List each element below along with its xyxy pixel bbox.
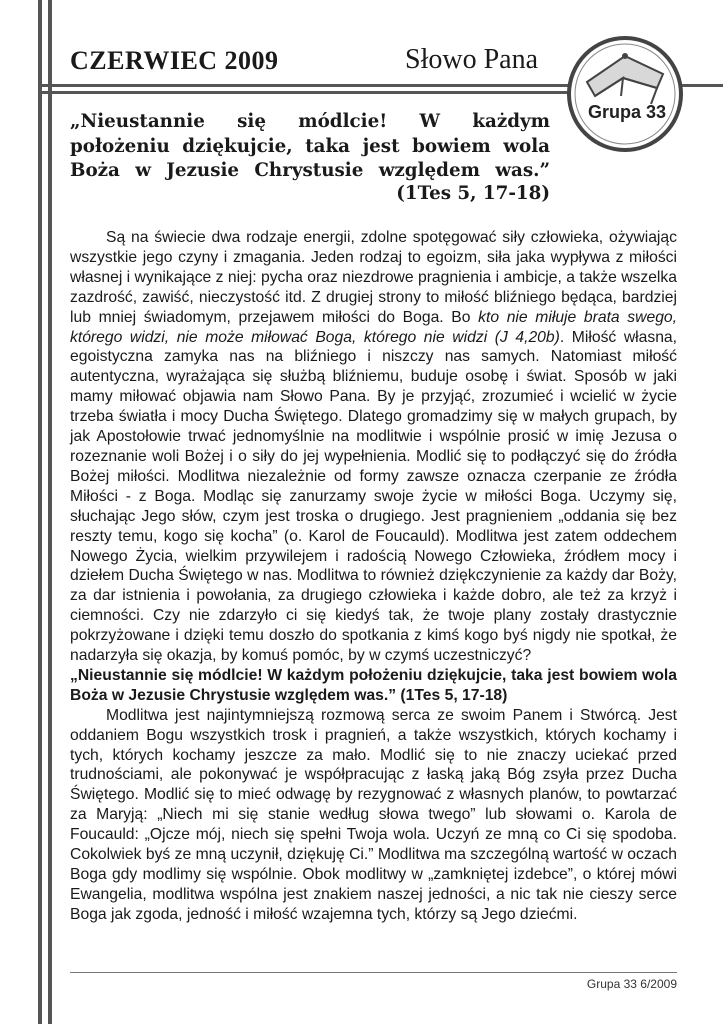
motto-quote: „Nieustannie się módlcie! W każdym położeniu dziękujcie, taka jest bowiem wola Boża w Jezusie Chrystusie względem was.” <box>70 111 550 182</box>
footer-page-info: Grupa 33 6/2009 <box>586 977 677 991</box>
repeated-motto: „Nieustannie się módlcie! W każdym położeniu dziękujcie, taka jest bowiem wola Boża w Jezusie Chrystusie względem was.” (1Tes 5, 17-18) <box>70 666 677 704</box>
paragraph-2: Modlitwa jest najintymniejszą rozmową serca ze swoim Panem i Stwórcą. Jest oddaniem Bogu wszystkich trosk i pragnień, a także wszystkich, których kochamy i tych, których kochamy jeszcze za mało. Modlić się to nie znaczy uciekać przed trudnościami, ale pokonywać je współpracując z łaską jaką Bóg zsyła przez Ducha Świętego. Modlić się to mieć odwagę by rezygnować z własnych planów, to powtarzać za Maryją: „Niech mi się stanie według słowa twego” lub słowami o. Karola de Foucauld: „Ojcze mój, niech się spełni Twoja wola. Uczyń ze mną co Ci się spodoba. Cokolwiek byś ze mną uczynił, dziękuję Ci.” Modlitwa ma szczególną wartość w oczach Boga gdy modlimy się wspólnie. Obok modlitwy w „zamkniętej izdebce”, o której mówi Ewangelia, modlitwa wspólna jest znakiem naszej jedności, a nic tak nie cieszy serce Boga jak zgoda, jedność i miłość wzajemna tych, którzy są Jego dziećmi. <box>70 706 677 923</box>
grupa33-logo-icon <box>565 34 685 154</box>
paragraph-1-part-a: Są na świecie dwa rodzaje energii, zdolne spotęgować siły człowieka, ożywiając wszystkie jego czyny i zmagania. Jeden rodzaj to egoizm, siła jaka wypływa z miłości własnej i wynikające z niej: pycha oraz niezdrowe pragnienia i ambicje, a także wszelka zazdrość, zawiść, nieczystość itd. Z drugiej strony to miłość bliźniego będąca, bardziej lub mniej świadomym, przejawem miłości do Boga. Bo <box>70 229 677 326</box>
header-section-title: Słowo Pana <box>405 44 538 75</box>
paragraph-1 <box>70 228 677 666</box>
header-rule-lower <box>38 91 578 94</box>
left-border-bar-outer <box>38 0 42 1024</box>
left-border-bar-inner <box>48 0 52 1024</box>
header-month: CZERWIEC 2009 <box>70 46 279 75</box>
paragraph-1-scripture: kto nie miłuje brata swego, którego widzi, nie może miłować Boga, którego nie widzi (J 4,20b) <box>70 308 677 346</box>
motto-reference: (1Tes 5, 17-18) <box>396 183 550 204</box>
logo-label: Grupa 33 <box>587 102 667 122</box>
paragraph-1-part-b: . Miłość własna, egoistyczna zamyka nas na bliźniego i niszczy nas samych. Natomiast miłość autentyczna, wyrażająca się służbą bliźniemu, buduje osobę i świat. Sposób w jaki mamy miłować objawia nam Słowo Pana. By je przyjąć, zrozumieć i wcielić w życie trzeba światła i mocy Ducha Świętego. Dlatego gromadzimy się w małych grupach, by jak Apostołowie trwać jednomyślnie na modlitwie i wspólnie prosić w imię Jezusa o rozeznanie woli Bożej i o siły do jej wypełnienia. Modlić się to podłączyć się do źródła Bożej miłości. Modlitwa niezależnie od formy zawsze oznacza czerpanie ze źródła Miłości - z Boga. Modląc się zanurzamy swoje życie w miłości Boga. Uczymy się, słuchając Jego słów, czym jest troska o drugiego. Jest pragnieniem „oddania się bez reszty temu, kogo się kocha” (o. Karol de Foucauld). Modlitwa jest zatem oddechem Nowego Życia, wielkim przywilejem i radością Nowego Człowieka, źródłem mocy i dziełem Ducha Świętego w nas. Modlitwa to również dziękczynienie za każdy dar Boży, za dar istnienia i powołania, za drugiego człowieka i każde dobro, ale też za krzyż i ciemności. Czy nie zdarzyło ci się kiedyś tak, że twoje plany zostały drastycznie pokrzyżowane i dzięki temu doszło do spotkania z kimś kogo byś nigdy nie spotkał, że nadarzyła się okazja, by komuś pomóc, by w czymś uczestniczyć? <box>70 328 678 665</box>
footer-rule <box>70 972 677 973</box>
article-body <box>70 228 677 925</box>
